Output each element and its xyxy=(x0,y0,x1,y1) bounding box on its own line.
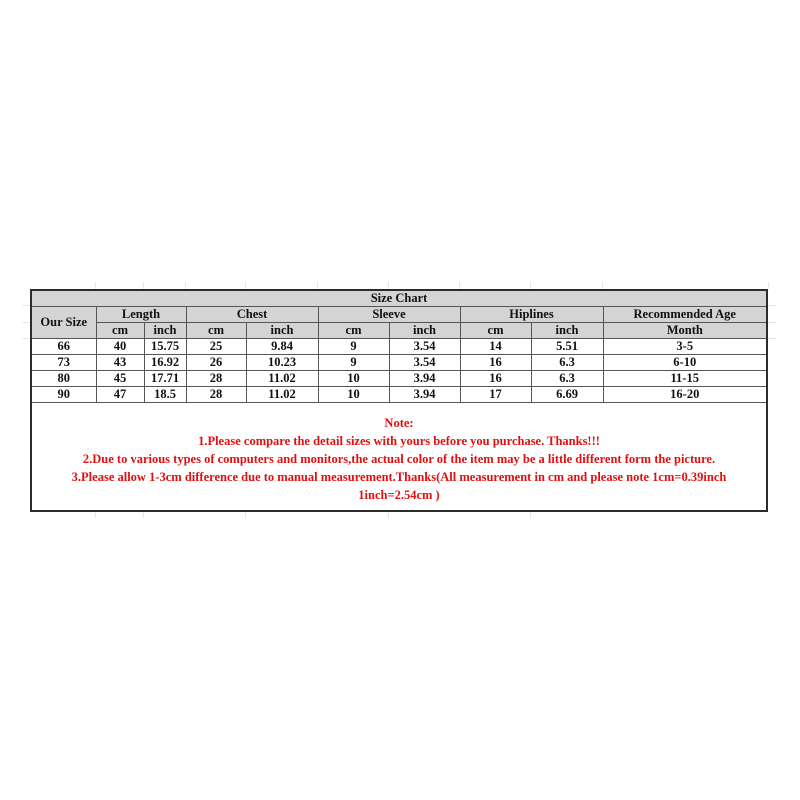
size-cell: 90 xyxy=(32,387,96,403)
chest-inch-cell: 10.23 xyxy=(246,355,318,371)
gridline-stub xyxy=(95,282,96,289)
note-line: 2.Due to various types of computers and monitors,the actual color of the item may be a little different form the picture. xyxy=(82,452,716,466)
note-heading: Note: xyxy=(384,416,414,430)
size-cell: 66 xyxy=(32,339,96,355)
chest-cm-cell: 25 xyxy=(186,339,246,355)
hip-inch-cell: 6.3 xyxy=(531,355,603,371)
length-header: Length xyxy=(96,307,186,323)
unit-header-row xyxy=(32,323,766,339)
gridline-stub xyxy=(22,322,30,323)
gridline-stub xyxy=(768,322,776,323)
chest-cm-cell: 28 xyxy=(186,387,246,403)
gridline-stub xyxy=(22,305,30,306)
note-line: 1.Please compare the detail sizes with yours before you purchase. Thanks!!! xyxy=(198,434,600,448)
chart-title: Size Chart xyxy=(32,291,766,307)
sleeve-inch-cell: 3.54 xyxy=(389,355,460,371)
gridline-stub xyxy=(185,282,186,289)
table-row xyxy=(32,387,766,403)
sleeve-inch-cell: 3.94 xyxy=(389,387,460,403)
size-cell: 80 xyxy=(32,371,96,387)
sleeve-inch-cell: 3.94 xyxy=(389,371,460,387)
length-inch-cell: 17.71 xyxy=(144,371,186,387)
length-inch-cell: 15.75 xyxy=(144,339,186,355)
gridline-stub xyxy=(530,282,531,289)
sleeve-cm-cell: 10 xyxy=(318,387,389,403)
length-cm-cell: 43 xyxy=(96,355,144,371)
gridline-stub xyxy=(22,338,30,339)
sleeve-inch-cell: 3.54 xyxy=(389,339,460,355)
hip-cm-cell: 16 xyxy=(460,371,531,387)
chest-inch-cell: 11.02 xyxy=(246,371,318,387)
size-chart-sheet xyxy=(30,289,768,512)
length-cm-cell: 45 xyxy=(96,371,144,387)
gridline-stub xyxy=(245,512,246,518)
length-inch-cell: 18.5 xyxy=(144,387,186,403)
notes-section xyxy=(32,403,766,504)
sleeve-inch-header: inch xyxy=(389,323,460,339)
sleeve-cm-cell: 9 xyxy=(318,339,389,355)
title-row xyxy=(32,291,766,307)
sleeve-cm-header: cm xyxy=(318,323,389,339)
size-cell: 73 xyxy=(32,355,96,371)
gridline-stub xyxy=(459,282,460,289)
hip-inch-cell: 6.69 xyxy=(531,387,603,403)
gridline-stub xyxy=(602,282,603,289)
chest-cm-cell: 28 xyxy=(186,371,246,387)
length-cm-cell: 40 xyxy=(96,339,144,355)
note-line: 1inch=2.54cm ) xyxy=(358,488,440,502)
table-row xyxy=(32,339,766,355)
gridline-stub xyxy=(530,512,531,518)
recommended-age-header: Recommended Age xyxy=(603,307,766,323)
age-cell: 16-20 xyxy=(603,387,766,403)
hip-inch-header: inch xyxy=(531,323,603,339)
our-size-header: Our Size xyxy=(32,307,96,339)
length-cm-header: cm xyxy=(96,323,144,339)
hiplines-header: Hiplines xyxy=(460,307,603,323)
age-month-header: Month xyxy=(603,323,766,339)
chest-cm-cell: 26 xyxy=(186,355,246,371)
chest-inch-header: inch xyxy=(246,323,318,339)
group-header-row xyxy=(32,307,766,323)
length-cm-cell: 47 xyxy=(96,387,144,403)
hip-inch-cell: 6.3 xyxy=(531,371,603,387)
chest-inch-cell: 11.02 xyxy=(246,387,318,403)
chest-cm-header: cm xyxy=(186,323,246,339)
note-line: 3.Please allow 1-3cm difference due to manual measurement.Thanks(All measurement in cm and please note 1cm=0.39inch xyxy=(71,470,727,484)
hip-cm-header: cm xyxy=(460,323,531,339)
gridline-stub xyxy=(768,305,776,306)
chest-header: Chest xyxy=(186,307,318,323)
gridline-stub xyxy=(95,512,96,518)
gridline-stub xyxy=(768,338,776,339)
hip-cm-cell: 14 xyxy=(460,339,531,355)
gridline-stub xyxy=(143,512,144,518)
gridline-stub xyxy=(388,512,389,518)
age-cell: 3-5 xyxy=(603,339,766,355)
length-inch-header: inch xyxy=(144,323,186,339)
gridline-stub xyxy=(143,282,144,289)
gridline-stub xyxy=(388,282,389,289)
sleeve-cm-cell: 9 xyxy=(318,355,389,371)
table-row xyxy=(32,371,766,387)
chest-inch-cell: 9.84 xyxy=(246,339,318,355)
hip-inch-cell: 5.51 xyxy=(531,339,603,355)
table-row xyxy=(32,355,766,371)
gridline-stub xyxy=(768,282,769,289)
age-cell: 11-15 xyxy=(603,371,766,387)
sleeve-header: Sleeve xyxy=(318,307,460,323)
sleeve-cm-cell: 10 xyxy=(318,371,389,387)
age-cell: 6-10 xyxy=(603,355,766,371)
length-inch-cell: 16.92 xyxy=(144,355,186,371)
hip-cm-cell: 16 xyxy=(460,355,531,371)
gridline-stub xyxy=(245,282,246,289)
gridline-stub xyxy=(317,282,318,289)
size-chart-table xyxy=(32,291,766,403)
hip-cm-cell: 17 xyxy=(460,387,531,403)
